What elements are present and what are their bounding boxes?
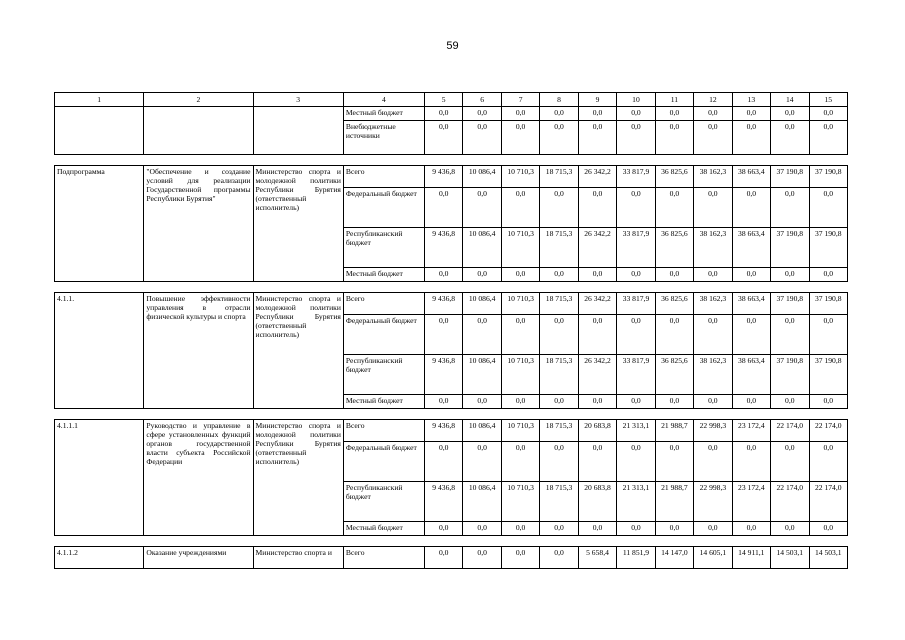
value-cell: 0,0 — [540, 547, 578, 569]
column-header-6: 6 — [463, 93, 501, 107]
value-cell: 38 162,3 — [694, 228, 732, 268]
value-cell: 0,0 — [578, 188, 616, 228]
value-cell: 0,0 — [463, 121, 501, 155]
value-cell: 0,0 — [809, 268, 848, 282]
value-cell: 22 174,0 — [809, 482, 848, 522]
item-name: Руководство и управление в сфере установленных функций органов государственной власти субъекта Российской Федерации — [144, 420, 253, 536]
value-cell: 0,0 — [540, 395, 578, 409]
value-cell: 23 172,4 — [732, 482, 770, 522]
value-cell: 0,0 — [578, 268, 616, 282]
value-cell: 22 998,3 — [694, 420, 732, 442]
column-header-1: 1 — [55, 93, 144, 107]
value-cell: 18 715,3 — [540, 166, 578, 188]
value-cell: 0,0 — [732, 395, 770, 409]
item-code: 4.1.1.1 — [55, 420, 144, 536]
value-cell: 33 817,9 — [617, 228, 655, 268]
value-cell: 18 715,3 — [540, 355, 578, 395]
item-name: Повышение эффективности управления в отрасли физической культуры и спорта — [144, 293, 253, 409]
continued-cell-2 — [144, 107, 253, 155]
value-cell: 0,0 — [694, 315, 732, 355]
value-cell: 38 663,4 — [732, 228, 770, 268]
item-code: 4.1.1. — [55, 293, 144, 409]
spacer-cell — [55, 409, 848, 420]
table-row — [55, 166, 848, 188]
value-cell: 0,0 — [771, 522, 809, 536]
value-cell: 18 715,3 — [540, 293, 578, 315]
value-cell: 0,0 — [617, 188, 655, 228]
value-cell: 0,0 — [655, 395, 693, 409]
value-cell: 0,0 — [578, 395, 616, 409]
value-cell: 26 342,2 — [578, 166, 616, 188]
value-cell: 0,0 — [540, 188, 578, 228]
funding-source: Федеральный бюджет — [343, 188, 424, 228]
value-cell: 38 663,4 — [732, 355, 770, 395]
value-cell: 0,0 — [617, 522, 655, 536]
column-header-13: 13 — [732, 93, 770, 107]
value-cell: 14 503,1 — [809, 547, 848, 569]
value-cell: 0,0 — [771, 121, 809, 155]
item-executor: Министерство спорта и молодежной политики Республики Бурятия (ответственный исполнитель) — [253, 166, 343, 282]
funding-source: Федеральный бюджет — [343, 315, 424, 355]
spacer-cell — [55, 282, 848, 293]
column-header-3: 3 — [253, 93, 343, 107]
value-cell: 10 710,3 — [501, 420, 539, 442]
value-cell: 0,0 — [732, 121, 770, 155]
value-cell: 14 605,1 — [694, 547, 732, 569]
funding-source: Федеральный бюджет — [343, 442, 424, 482]
value-cell: 0,0 — [771, 315, 809, 355]
column-header-15: 15 — [809, 93, 848, 107]
value-cell: 0,0 — [655, 268, 693, 282]
value-cell: 0,0 — [694, 121, 732, 155]
column-header-2: 2 — [144, 93, 253, 107]
value-cell: 38 663,4 — [732, 166, 770, 188]
value-cell: 18 715,3 — [540, 482, 578, 522]
value-cell: 10 710,3 — [501, 228, 539, 268]
value-cell: 0,0 — [424, 547, 462, 569]
value-cell: 10 086,4 — [463, 228, 501, 268]
header-row — [55, 93, 848, 107]
value-cell: 38 162,3 — [694, 293, 732, 315]
value-cell: 36 825,6 — [655, 166, 693, 188]
value-cell: 37 190,8 — [771, 166, 809, 188]
value-cell: 0,0 — [694, 442, 732, 482]
value-cell: 10 086,4 — [463, 355, 501, 395]
value-cell: 21 313,1 — [617, 482, 655, 522]
value-cell: 0,0 — [655, 442, 693, 482]
value-cell: 0,0 — [809, 442, 848, 482]
value-cell: 0,0 — [424, 315, 462, 355]
funding-source: Республиканский бюджет — [343, 228, 424, 268]
value-cell: 38 162,3 — [694, 166, 732, 188]
table-row — [55, 420, 848, 442]
value-cell: 0,0 — [732, 107, 770, 121]
budget-table — [54, 92, 848, 569]
value-cell: 0,0 — [809, 395, 848, 409]
value-cell: 0,0 — [655, 107, 693, 121]
value-cell: 0,0 — [617, 268, 655, 282]
value-cell: 26 342,2 — [578, 355, 616, 395]
value-cell: 14 911,1 — [732, 547, 770, 569]
column-header-14: 14 — [771, 93, 809, 107]
value-cell: 0,0 — [578, 121, 616, 155]
value-cell: 9 436,8 — [424, 293, 462, 315]
value-cell: 21 988,7 — [655, 420, 693, 442]
value-cell: 10 086,4 — [463, 166, 501, 188]
value-cell: 36 825,6 — [655, 355, 693, 395]
value-cell: 0,0 — [617, 107, 655, 121]
value-cell: 0,0 — [694, 395, 732, 409]
value-cell: 0,0 — [694, 268, 732, 282]
value-cell: 0,0 — [694, 107, 732, 121]
value-cell: 0,0 — [424, 395, 462, 409]
value-cell: 0,0 — [540, 315, 578, 355]
value-cell: 0,0 — [424, 107, 462, 121]
column-header-4: 4 — [343, 93, 424, 107]
funding-source: Местный бюджет — [343, 268, 424, 282]
value-cell: 0,0 — [501, 121, 539, 155]
value-cell: 0,0 — [463, 107, 501, 121]
value-cell: 0,0 — [501, 395, 539, 409]
value-cell: 10 086,4 — [463, 420, 501, 442]
value-cell: 0,0 — [771, 107, 809, 121]
page-number: 59 — [446, 40, 459, 52]
column-header-10: 10 — [617, 93, 655, 107]
value-cell: 0,0 — [501, 188, 539, 228]
value-cell: 0,0 — [617, 395, 655, 409]
table-row — [55, 293, 848, 315]
value-cell: 18 715,3 — [540, 420, 578, 442]
value-cell: 33 817,9 — [617, 355, 655, 395]
funding-source: Местный бюджет — [343, 107, 424, 121]
value-cell: 0,0 — [463, 522, 501, 536]
value-cell: 22 174,0 — [771, 482, 809, 522]
continued-cell-1 — [55, 107, 144, 155]
value-cell: 0,0 — [809, 107, 848, 121]
value-cell: 0,0 — [771, 442, 809, 482]
value-cell: 0,0 — [540, 442, 578, 482]
item-code: Подпрограмма — [55, 166, 144, 282]
value-cell: 22 174,0 — [809, 420, 848, 442]
value-cell: 0,0 — [771, 268, 809, 282]
funding-source: Республиканский бюджет — [343, 355, 424, 395]
value-cell: 20 683,8 — [578, 420, 616, 442]
item-name: "Обеспечение и создание условий для реализации Государственной программы Республики Бурятия" — [144, 166, 253, 282]
value-cell: 38 663,4 — [732, 293, 770, 315]
value-cell: 26 342,2 — [578, 228, 616, 268]
value-cell: 0,0 — [501, 107, 539, 121]
value-cell: 0,0 — [463, 188, 501, 228]
value-cell: 20 683,8 — [578, 482, 616, 522]
value-cell: 0,0 — [732, 522, 770, 536]
value-cell: 14 147,0 — [655, 547, 693, 569]
value-cell: 0,0 — [424, 522, 462, 536]
value-cell: 10 086,4 — [463, 293, 501, 315]
value-cell: 0,0 — [578, 522, 616, 536]
value-cell: 0,0 — [424, 442, 462, 482]
value-cell: 0,0 — [578, 442, 616, 482]
spacer-row — [55, 536, 848, 547]
value-cell: 11 851,9 — [617, 547, 655, 569]
value-cell: 9 436,8 — [424, 228, 462, 268]
spacer-row — [55, 282, 848, 293]
funding-source: Всего — [343, 293, 424, 315]
column-header-11: 11 — [655, 93, 693, 107]
value-cell: 10 710,3 — [501, 166, 539, 188]
value-cell: 0,0 — [540, 268, 578, 282]
value-cell: 0,0 — [655, 121, 693, 155]
value-cell: 0,0 — [463, 268, 501, 282]
budget-table-sheet — [54, 92, 848, 572]
value-cell: 0,0 — [501, 442, 539, 482]
value-cell: 18 715,3 — [540, 228, 578, 268]
value-cell: 22 998,3 — [694, 482, 732, 522]
value-cell: 0,0 — [501, 522, 539, 536]
value-cell: 9 436,8 — [424, 166, 462, 188]
value-cell: 0,0 — [694, 522, 732, 536]
value-cell: 10 710,3 — [501, 293, 539, 315]
value-cell: 37 190,8 — [809, 293, 848, 315]
spacer-cell — [55, 536, 848, 547]
value-cell: 0,0 — [771, 188, 809, 228]
value-cell: 9 436,8 — [424, 482, 462, 522]
value-cell: 0,0 — [540, 522, 578, 536]
value-cell: 0,0 — [694, 188, 732, 228]
funding-source: Всего — [343, 547, 424, 569]
value-cell: 0,0 — [540, 107, 578, 121]
value-cell: 37 190,8 — [809, 355, 848, 395]
value-cell: 14 503,1 — [771, 547, 809, 569]
funding-source: Всего — [343, 420, 424, 442]
spacer-row — [55, 155, 848, 166]
value-cell: 36 825,6 — [655, 293, 693, 315]
value-cell: 0,0 — [501, 547, 539, 569]
item-name: Оказание учреждениями — [144, 547, 253, 569]
value-cell: 10 086,4 — [463, 482, 501, 522]
value-cell: 33 817,9 — [617, 166, 655, 188]
value-cell: 0,0 — [732, 268, 770, 282]
value-cell: 23 172,4 — [732, 420, 770, 442]
value-cell: 9 436,8 — [424, 355, 462, 395]
continued-cell-3 — [253, 107, 343, 155]
table-body — [55, 93, 848, 569]
value-cell: 0,0 — [463, 395, 501, 409]
value-cell: 0,0 — [617, 315, 655, 355]
value-cell: 0,0 — [501, 268, 539, 282]
table-row — [55, 107, 848, 121]
value-cell: 10 710,3 — [501, 482, 539, 522]
item-executor: Министерство спорта и молодежной политики Республики Бурятия (ответственный исполнитель) — [253, 293, 343, 409]
value-cell: 0,0 — [809, 315, 848, 355]
value-cell: 0,0 — [732, 442, 770, 482]
value-cell: 5 658,4 — [578, 547, 616, 569]
value-cell: 37 190,8 — [809, 166, 848, 188]
column-header-12: 12 — [694, 93, 732, 107]
value-cell: 0,0 — [463, 547, 501, 569]
item-executor: Министерство спорта и — [253, 547, 343, 569]
column-header-7: 7 — [501, 93, 539, 107]
value-cell: 33 817,9 — [617, 293, 655, 315]
value-cell: 37 190,8 — [771, 293, 809, 315]
value-cell: 26 342,2 — [578, 293, 616, 315]
value-cell: 0,0 — [578, 107, 616, 121]
value-cell: 21 313,1 — [617, 420, 655, 442]
value-cell: 0,0 — [655, 522, 693, 536]
value-cell: 0,0 — [617, 442, 655, 482]
value-cell: 0,0 — [655, 315, 693, 355]
value-cell: 0,0 — [771, 395, 809, 409]
funding-source: Республиканский бюджет — [343, 482, 424, 522]
value-cell: 0,0 — [732, 315, 770, 355]
item-executor: Министерство спорта и молодежной политики Республики Бурятия (ответственный исполнитель) — [253, 420, 343, 536]
value-cell: 0,0 — [463, 442, 501, 482]
column-header-9: 9 — [578, 93, 616, 107]
value-cell: 37 190,8 — [809, 228, 848, 268]
value-cell: 0,0 — [578, 315, 616, 355]
value-cell: 0,0 — [809, 188, 848, 228]
value-cell: 0,0 — [540, 121, 578, 155]
value-cell: 0,0 — [424, 121, 462, 155]
value-cell: 0,0 — [809, 522, 848, 536]
value-cell: 0,0 — [424, 268, 462, 282]
spacer-row — [55, 409, 848, 420]
value-cell: 0,0 — [424, 188, 462, 228]
value-cell: 37 190,8 — [771, 228, 809, 268]
funding-source: Местный бюджет — [343, 522, 424, 536]
value-cell: 0,0 — [617, 121, 655, 155]
column-header-5: 5 — [424, 93, 462, 107]
funding-source: Местный бюджет — [343, 395, 424, 409]
spacer-cell — [55, 155, 848, 166]
value-cell: 22 174,0 — [771, 420, 809, 442]
value-cell: 36 825,6 — [655, 228, 693, 268]
value-cell: 21 988,7 — [655, 482, 693, 522]
column-header-8: 8 — [540, 93, 578, 107]
table-row — [55, 547, 848, 569]
value-cell: 0,0 — [655, 188, 693, 228]
value-cell: 37 190,8 — [771, 355, 809, 395]
item-code: 4.1.1.2 — [55, 547, 144, 569]
value-cell: 0,0 — [809, 121, 848, 155]
value-cell: 0,0 — [501, 315, 539, 355]
value-cell: 9 436,8 — [424, 420, 462, 442]
value-cell: 0,0 — [463, 315, 501, 355]
value-cell: 38 162,3 — [694, 355, 732, 395]
funding-source: Внебюджетные источники — [343, 121, 424, 155]
value-cell: 0,0 — [732, 188, 770, 228]
value-cell: 10 710,3 — [501, 355, 539, 395]
funding-source: Всего — [343, 166, 424, 188]
